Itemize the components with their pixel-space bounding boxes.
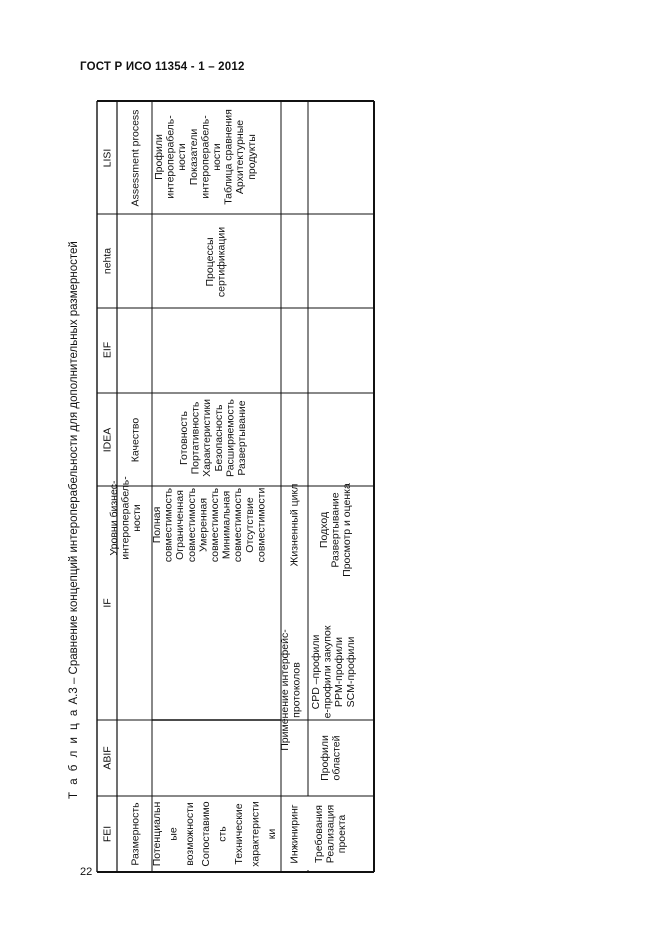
column-header-fei [102, 826, 114, 842]
column-header-if [102, 598, 114, 607]
cell-dimension-fei [130, 802, 142, 866]
cell-potential-if-line: совместимость [185, 487, 198, 563]
cell-potential-fei-line: сть [216, 826, 229, 842]
cell-potential-idea-line: Характеристики [201, 399, 214, 477]
cell-dimension-lisi [130, 110, 142, 207]
column-header-abif [102, 746, 114, 769]
cell-requirements-abif-left-line: областей [330, 735, 343, 781]
cell-potential-fei-line: Сопоставимо [200, 801, 213, 867]
cell-dimension-if [108, 476, 143, 560]
cell-potential-if-line: совместимость [209, 487, 221, 563]
cell-dimension-idea-line: Качество [129, 417, 142, 463]
cell-potential-lisi [153, 109, 258, 205]
cell-requirements-abif-right [310, 625, 357, 718]
cell-dimension-idea [130, 418, 142, 463]
column-header-lisi [102, 149, 114, 168]
cell-engineering-abif [279, 629, 303, 751]
cell-requirements-if-line: Подход [318, 511, 330, 549]
cell-requirements-fei-line: Реализация [324, 804, 337, 864]
cell-potential-idea-line: Безопасность [212, 404, 225, 472]
column-header-nehta [102, 248, 114, 274]
cell-potential-nehta-line: Процессы [204, 237, 216, 287]
cell-requirements-abif-right-line: SCM-профили [344, 636, 357, 708]
cell-requirements-abif-right-line: CPD –профили [310, 634, 322, 710]
cell-potential-idea-line: Портативность [189, 401, 202, 475]
cell-potential-if-line: Умеренная [197, 497, 210, 553]
cell-requirements-fei-line: проекта [336, 814, 349, 854]
cell-potential-lisi-line: Показатели [187, 128, 200, 186]
cell-potential-if-line: совместимость [162, 487, 175, 563]
cell-engineering-fei-line: Инжиниринг [288, 804, 301, 864]
column-header-abif-line: ABIF [101, 746, 114, 770]
cell-potential-if-line: Минимальная [220, 490, 233, 560]
cell-dimension-if-line: интероперабель- [119, 476, 132, 560]
cell-engineering-abif-line: протоколов [290, 662, 303, 718]
cell-potential-nehta [204, 227, 228, 297]
cell-potential-idea-line: Готовность [178, 411, 190, 465]
column-header-fei-line: FEI [101, 825, 114, 843]
cell-potential-lisi-line: Профили [153, 134, 165, 180]
cell-potential-lisi-line: продукты [245, 134, 258, 180]
cell-requirements-if-line: Развертывание [329, 492, 342, 568]
cell-potential-if [151, 487, 267, 562]
caption-text: А.3 – Сравнение концепций интероперабельности для дополнительных размерностей [68, 241, 80, 705]
cell-potential-if-line: совместимость [232, 487, 245, 563]
cell-requirements-if [318, 483, 353, 577]
cell-potential-lisi-line: ности [211, 143, 223, 171]
cell-dimension-if-line: ности [131, 504, 144, 532]
cell-requirements-abif-right-line: е-профили закупок [321, 625, 334, 719]
cell-potential-idea [178, 399, 248, 477]
cell-requirements-fei-line: Требования [313, 805, 325, 863]
cell-dimension-lisi-line: Assessment process [129, 109, 142, 207]
cell-potential-lisi-line: Таблица сравнения [222, 109, 235, 205]
cell-potential-idea-line: Развертывание [236, 400, 248, 476]
column-header-if-line: IF [101, 598, 114, 608]
cell-potential-fei [151, 801, 278, 867]
cell-engineering-abif-line: Применение интерфейс- [279, 629, 291, 751]
cell-potential-lisi-line: интероперабель- [199, 115, 212, 199]
cell-engineering-fei [289, 804, 301, 863]
cell-potential-fei-line: ые [167, 827, 180, 841]
column-header-nehta-line: nehta [101, 247, 114, 275]
column-header-lisi-line: LISI [101, 148, 114, 168]
cell-requirements-if-line: Просмотр и оценка [341, 483, 354, 577]
cell-engineering-if-line: Жизненный цикл [288, 483, 301, 567]
cell-potential-fei-line: возможности [183, 802, 196, 866]
cell-potential-fei-line: Потенциальн [151, 801, 163, 867]
cell-potential-if-line: Отсутствие [243, 497, 256, 553]
cell-potential-lisi-line: интероперабель- [164, 115, 177, 199]
cell-potential-idea-line: Расширяемость [224, 399, 237, 477]
page-number: 22 [80, 866, 93, 878]
document-header: ГОСТ Р ИСО 11354 - 1 – 2012 [80, 61, 245, 73]
column-header-eif [102, 342, 114, 358]
cell-potential-lisi-line: ности [176, 143, 189, 171]
cell-dimension-fei-line: Размерность [129, 802, 142, 866]
column-header-idea [102, 428, 114, 453]
cell-potential-nehta-line: сертификации [215, 226, 228, 298]
cell-potential-fei-line: ки [265, 828, 278, 840]
cell-potential-if-line: Ограниченная [174, 490, 187, 560]
cell-potential-if-line: Полная [151, 506, 163, 544]
cell-potential-fei-line: Технические [233, 803, 245, 865]
cell-potential-if-line: совместимости [255, 487, 268, 563]
cell-requirements-abif-left [319, 735, 343, 781]
cell-requirements-fei [313, 805, 348, 863]
cell-requirements-abif-left-line: Профили [319, 735, 331, 781]
cell-engineering-if [289, 484, 301, 567]
column-header-eif-line: EIF [101, 341, 114, 359]
cell-requirements-abif-right-line: PPM-профили [333, 636, 346, 708]
column-header-idea-line: IDEA [101, 427, 114, 453]
cell-dimension-if-line: Уровни бизнес- [108, 480, 120, 556]
cell-potential-fei-line: характеристи [249, 801, 262, 867]
caption-prefix: Т а б л и ц а [68, 707, 80, 799]
cell-potential-lisi-line: Архитектурные [234, 119, 247, 195]
